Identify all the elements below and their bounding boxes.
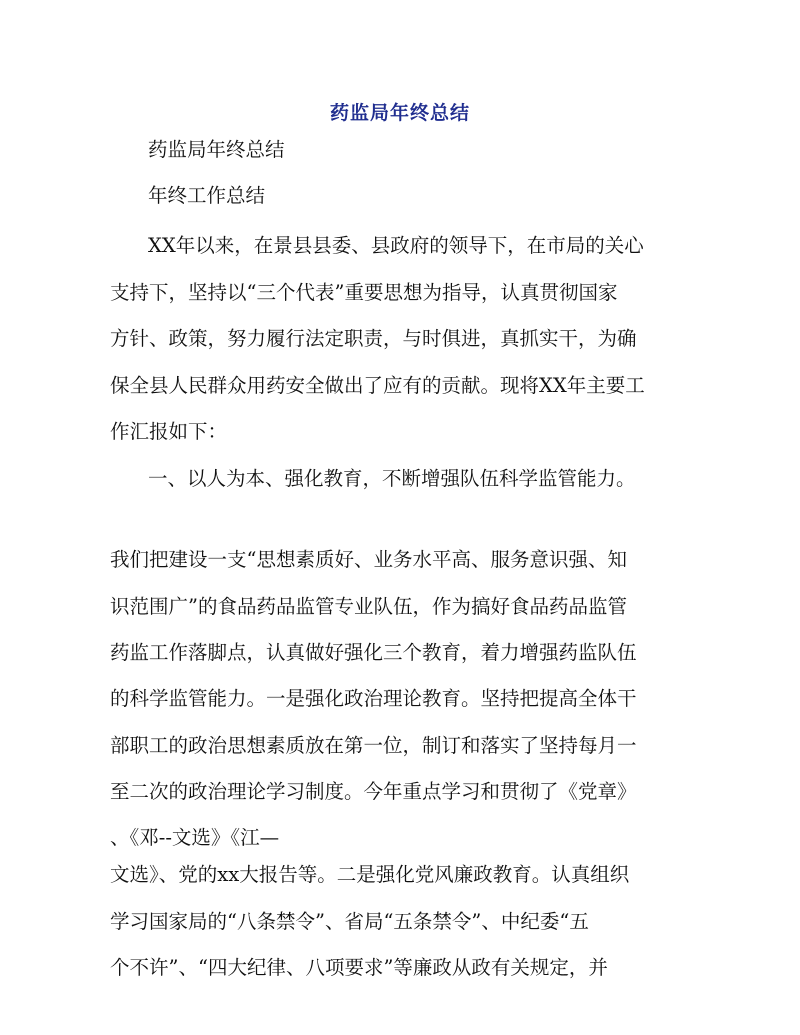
paragraph-line: 个不许”、“四大纪律、八项要求”等廉政从政有关规定，并	[110, 956, 608, 979]
paragraph-line: 我们把建设一支“思想素质好、业务水平高、服务意识强、知	[110, 548, 627, 571]
paragraph-line: XX年以来，在景县县委、县政府的领导下，在市局的关心	[148, 234, 644, 257]
paragraph-line: 学习国家局的“八条禁令”、省局“五条禁令”、中纪委“五	[110, 910, 589, 933]
paragraph-line: 、《邓--文选》《江—	[110, 826, 280, 849]
paragraph-line: 药监工作落脚点，认真做好强化三个教育，着力增强药监队伍	[110, 641, 637, 664]
paragraph-line: 的科学监管能力。一是强化政治理论教育。坚持把提高全体干	[110, 687, 637, 710]
section-heading: 一、以人为本、强化教育，不断增强队伍科学监管能力。	[148, 467, 636, 490]
paragraph-line: 识范围广”的食品药品监管专业队伍，作为搞好食品药品监管	[110, 595, 627, 618]
paragraph-line: 保全县人民群众用药安全做出了应有的贡献。现将XX年主要工	[110, 374, 645, 397]
subheading-line: 年终工作总结	[148, 184, 266, 207]
paragraph-line: 作汇报如下：	[110, 420, 228, 443]
paragraph-line: 支持下，坚持以“三个代表”重要思想为指导，认真贯彻国家	[110, 281, 618, 304]
paragraph-line: 方针、政策，努力履行法定职责，与时俱进，真抓实干，为确	[110, 327, 637, 350]
document-title: 药监局年终总结	[329, 102, 470, 124]
paragraph-line: 部职工的政治思想素质放在第一位，制订和落实了坚持每月一	[110, 734, 637, 757]
heading-line: 药监局年终总结	[148, 138, 285, 161]
paragraph-line: 至二次的政治理论学习制度。今年重点学习和贯彻了《党章》	[110, 780, 637, 803]
paragraph-line: 文选》、党的xx大报告等。二是强化党风廉政教育。认真组织	[110, 863, 630, 886]
